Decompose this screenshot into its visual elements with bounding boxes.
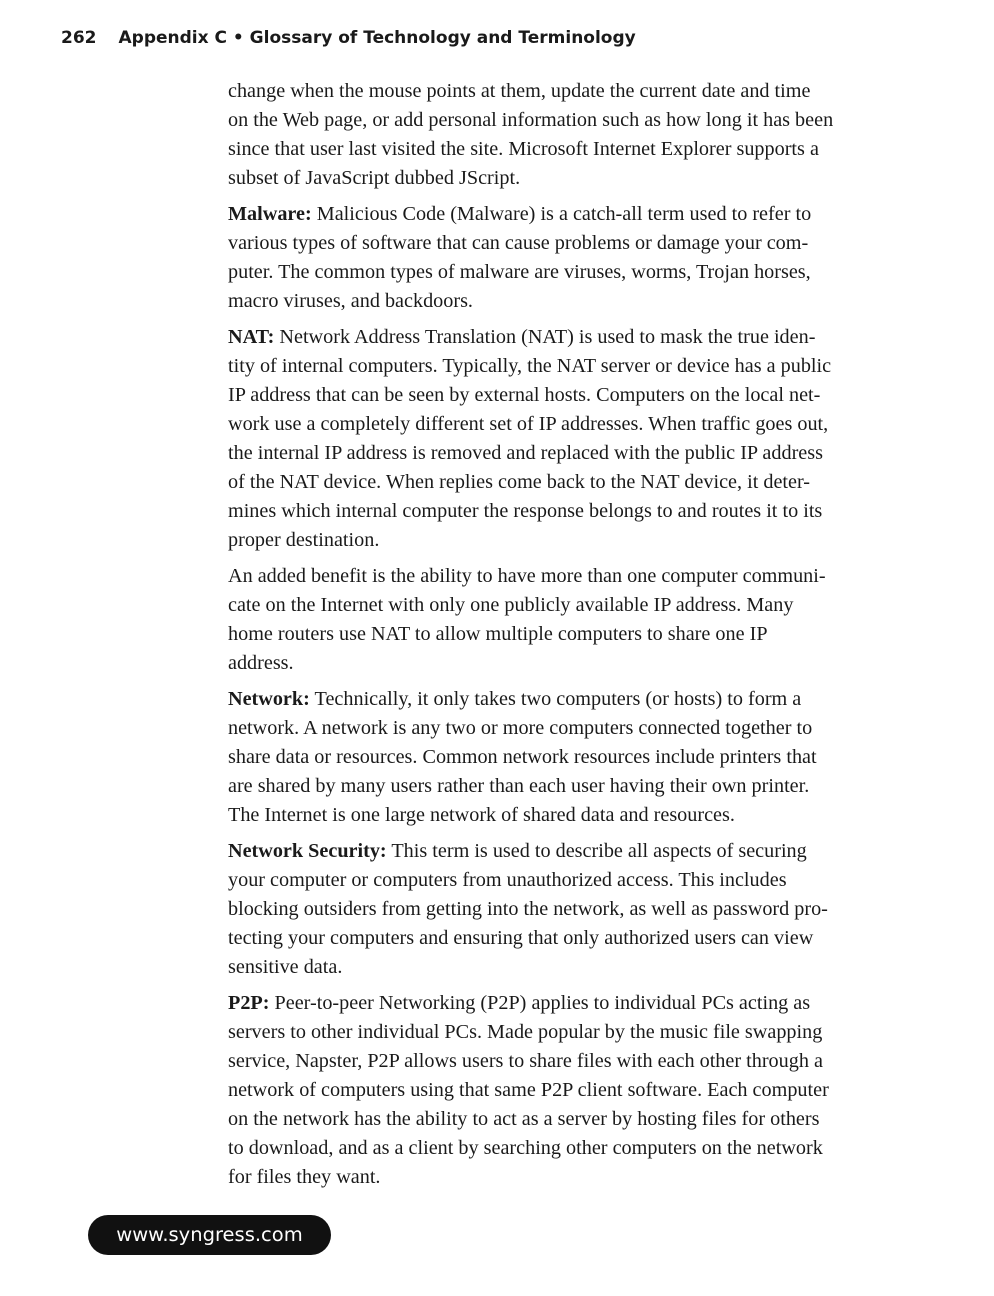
website-badge: www.syngress.com: [88, 1215, 331, 1255]
text-line: [228, 410, 928, 439]
line-text: address.: [228, 652, 294, 674]
text-line: [228, 866, 928, 895]
text-line: [228, 468, 928, 497]
glossary-term: NAT:: [228, 326, 275, 348]
line-text: tity of internal computers. Typically, the NAT server or device has a public: [228, 355, 832, 377]
line-text: Technically, it only takes two computers (or hosts) to form a: [309, 688, 802, 710]
glossary-entry: [228, 200, 928, 316]
text-line: [228, 1134, 928, 1163]
text-line: [228, 1047, 928, 1076]
line-text: This term is used to describe all aspects of securing: [386, 840, 807, 862]
text-line: [228, 1076, 928, 1105]
line-text: of the NAT device. When replies come back to the NAT device, it deter-: [228, 471, 811, 493]
text-line: [228, 1163, 928, 1192]
line-text: service, Napster, P2P allows users to share files with each other through a: [228, 1050, 823, 1072]
line-text: tecting your computers and ensuring that only authorized users can view: [228, 927, 814, 949]
text-line: [228, 1105, 928, 1134]
text-line: [228, 229, 928, 258]
text-line: [228, 685, 928, 714]
text-line: [228, 562, 928, 591]
line-text: are shared by many users rather than each user having their own printer.: [228, 775, 810, 797]
text-line: [228, 106, 928, 135]
chapter-title: Appendix C • Glossary of Technology and Terminology: [118, 28, 636, 48]
line-text: macro viruses, and backdoors.: [228, 290, 473, 312]
glossary-entry: [228, 685, 928, 830]
text-line: [228, 287, 928, 316]
line-text: the internal IP address is removed and replaced with the public IP address: [228, 442, 823, 464]
text-line: [228, 895, 928, 924]
line-text: share data or resources. Common network resources include printers that: [228, 746, 817, 768]
line-text: Network Address Translation (NAT) is used to mask the true iden-: [274, 326, 816, 348]
line-text: since that user last visited the site. Microsoft Internet Explorer supports a: [228, 138, 819, 160]
line-text: subset of JavaScript dubbed JScript.: [228, 167, 521, 189]
glossary-entry: [228, 837, 928, 982]
text-line: [228, 743, 928, 772]
text-line: [228, 620, 928, 649]
line-text: home routers use NAT to allow multiple computers to share one IP: [228, 623, 768, 645]
text-line: [228, 258, 928, 287]
text-line: [228, 1018, 928, 1047]
glossary-entry: [228, 989, 928, 1192]
line-text: for files they want.: [228, 1166, 381, 1188]
text-line: [228, 164, 928, 193]
line-text: IP address that can be seen by external hosts. Computers on the local net-: [228, 384, 821, 406]
glossary-term: P2P:: [228, 992, 270, 1014]
glossary-body: [228, 77, 928, 1199]
page-number: 262: [61, 28, 97, 48]
text-line: [228, 200, 928, 229]
text-line: [228, 591, 928, 620]
line-text: to download, and as a client by searching other computers on the network: [228, 1137, 823, 1159]
glossary-term: Network:: [228, 688, 310, 710]
line-text: Malicious Code (Malware) is a catch-all term used to refer to: [311, 203, 812, 225]
text-line: [228, 135, 928, 164]
line-text: Peer-to-peer Networking (P2P) applies to individual PCs acting as: [269, 992, 811, 1014]
text-line: [228, 381, 928, 410]
line-text: blocking outsiders from getting into the network, as well as password pro-: [228, 898, 828, 920]
line-text: various types of software that can cause problems or damage your com-: [228, 232, 809, 254]
line-text: sensitive data.: [228, 956, 343, 978]
line-text: your computer or computers from unauthorized access. This includes: [228, 869, 787, 891]
text-line: [228, 801, 928, 830]
text-line: [228, 953, 928, 982]
line-text: proper destination.: [228, 529, 380, 551]
line-text: network. A network is any two or more computers connected together to: [228, 717, 813, 739]
line-text: change when the mouse points at them, update the current date and time: [228, 80, 811, 102]
line-text: network of computers using that same P2P client software. Each computer: [228, 1079, 829, 1101]
glossary-term: Malware:: [228, 203, 312, 225]
glossary-entry: [228, 323, 928, 555]
text-line: [228, 837, 928, 866]
text-line: [228, 649, 928, 678]
line-text: cate on the Internet with only one publicly available IP address. Many: [228, 594, 794, 616]
glossary-term: Network Security:: [228, 840, 387, 862]
glossary-entry: [228, 77, 928, 193]
text-line: [228, 323, 928, 352]
text-line: [228, 352, 928, 381]
text-line: [228, 497, 928, 526]
line-text: puter. The common types of malware are viruses, worms, Trojan horses,: [228, 261, 811, 283]
text-line: [228, 924, 928, 953]
line-text: on the Web page, or add personal information such as how long it has been: [228, 109, 834, 131]
text-line: [228, 772, 928, 801]
line-text: An added benefit is the ability to have more than one computer communi-: [228, 565, 826, 587]
line-text: work use a completely different set of IP addresses. When traffic goes out,: [228, 413, 829, 435]
running-header: [61, 28, 636, 48]
text-line: [228, 77, 928, 106]
line-text: on the network has the ability to act as a server by hosting files for others: [228, 1108, 820, 1130]
text-line: [228, 714, 928, 743]
glossary-entry: [228, 562, 928, 678]
text-line: [228, 526, 928, 555]
line-text: mines which internal computer the response belongs to and routes it to its: [228, 500, 823, 522]
text-line: [228, 989, 928, 1018]
line-text: servers to other individual PCs. Made popular by the music file swapping: [228, 1021, 823, 1043]
text-line: [228, 439, 928, 468]
line-text: The Internet is one large network of shared data and resources.: [228, 804, 735, 826]
